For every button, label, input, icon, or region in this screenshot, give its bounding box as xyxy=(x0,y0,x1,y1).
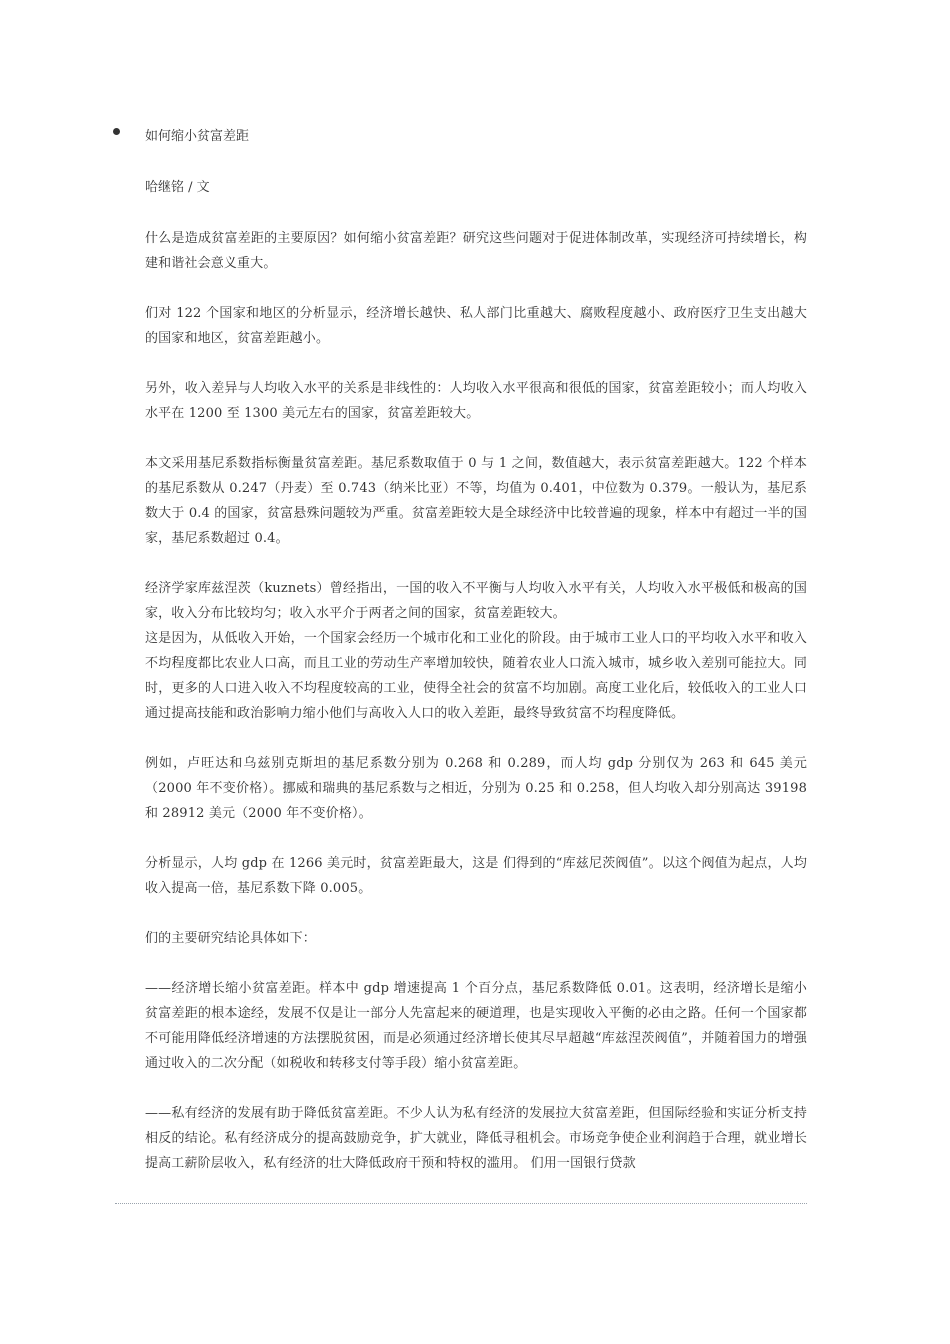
article-author: 哈继铭 / 文 xyxy=(145,180,210,195)
paragraph: 分析显示，人均 gdp 在 1266 美元时，贫富差距最大，这是 们得到的“库兹尼茨阀值”。以这个阀值为起点，人均收入提高一倍，基尼系数下降 0.005。 xyxy=(145,856,807,896)
paragraph: 这是因为，从低收入开始，一个国家会经历一个城市化和工业化的阶段。由于城市工业人口的平均收入水平和收入不均程度都比农业人口高，而且工业的劳动生产率增加较快，随着农业人口流入城市，城乡收入差别可能拉大。同时，更多的人口进入收入不均程度较高的工业，使得全社会的贫富不均加剧。高度工业化后，较低收入的工业人口通过提高技能和政治影响力缩小他们与高收入人口的收入差距，最终导致贫富不均程度降低。 xyxy=(145,631,807,721)
bullet-icon xyxy=(113,128,120,135)
paragraph: 本文采用基尼系数指标衡量贫富差距。基尼系数取值于 0 与 1 之间，数值越大，表示贫富差距越大。122 个样本的基尼系数从 0.247（丹麦）至 0.743（纳米比亚）不等，均值为 0.401，中位数为 0.379。一般认为，基尼系数大于 0.4 的国家，贫富悬殊问题较为严重。贫富差距较大是全球经济中比较普遍的现象，样本中有超过一半的国家，基尼系数超过 0.4。 xyxy=(145,456,807,546)
article-title: 如何缩小贫富差距 xyxy=(145,129,250,144)
paragraph: 另外，收入差异与人均收入水平的关系是非线性的：人均收入水平很高和很低的国家，贫富差距较小；而人均收入水平在 1200 至 1300 美元左右的国家，贫富差距较大。 xyxy=(145,381,807,421)
paragraph: ——经济增长缩小贫富差距。样本中 gdp 增速提高 1 个百分点，基尼系数降低 0.01。这表明，经济增长是缩小贫富差距的根本途经，发展不仅是让一部分人先富起来的硬道理，也是实现收入平衡的必由之路。任何一个国家都不可能用降低经济增速的方法摆脱贫困，而是必须通过经济增长使其尽早超越“库兹涅茨阀值”，并随着国力的增强通过收入的二次分配（如税收和转移支付等手段）缩小贫富差距。 xyxy=(145,981,807,1071)
paragraph: ——私有经济的发展有助于降低贫富差距。不少人认为私有经济的发展拉大贫富差距，但国际经验和实证分析支持相反的结论。私有经济成分的提高鼓励竞争，扩大就业，降低寻租机会。市场竞争使企业利润趋于合理，就业增长提高工薪阶层收入，私有经济的壮大降低政府干预和特权的滥用。 们用一国银行贷款 xyxy=(145,1106,807,1171)
article-body xyxy=(145,124,807,1176)
dotted-divider xyxy=(115,1203,807,1204)
paragraph: 例如，卢旺达和乌兹别克斯坦的基尼系数分别为 0.268 和 0.289，而人均 gdp 分别仅为 263 和 645 美元（2000 年不变价格）。挪威和瑞典的基尼系数与之相近，分别为 0.25 和 0.258，但人均收入却分别高达 39198 和 28912 美元（2000 年不变价格）。 xyxy=(145,756,807,821)
paragraph: 们对 122 个国家和地区的分析显示，经济增长越快、私人部门比重越大、腐败程度越小、政府医疗卫生支出越大的国家和地区，贫富差距越小。 xyxy=(145,306,807,346)
paragraph: 什么是造成贫富差距的主要原因？如何缩小贫富差距？研究这些问题对于促进体制改革，实现经济可持续增长，构建和谐社会意义重大。 xyxy=(145,231,807,271)
paragraph: 们的主要研究结论具体如下： xyxy=(145,931,316,946)
paragraph: 经济学家库兹涅茨（kuznets）曾经指出，一国的收入不平衡与人均收入水平有关，人均收入水平极低和极高的国家，收入分布比较均匀；收入水平介于两者之间的国家，贫富差距较大。 xyxy=(145,581,807,621)
